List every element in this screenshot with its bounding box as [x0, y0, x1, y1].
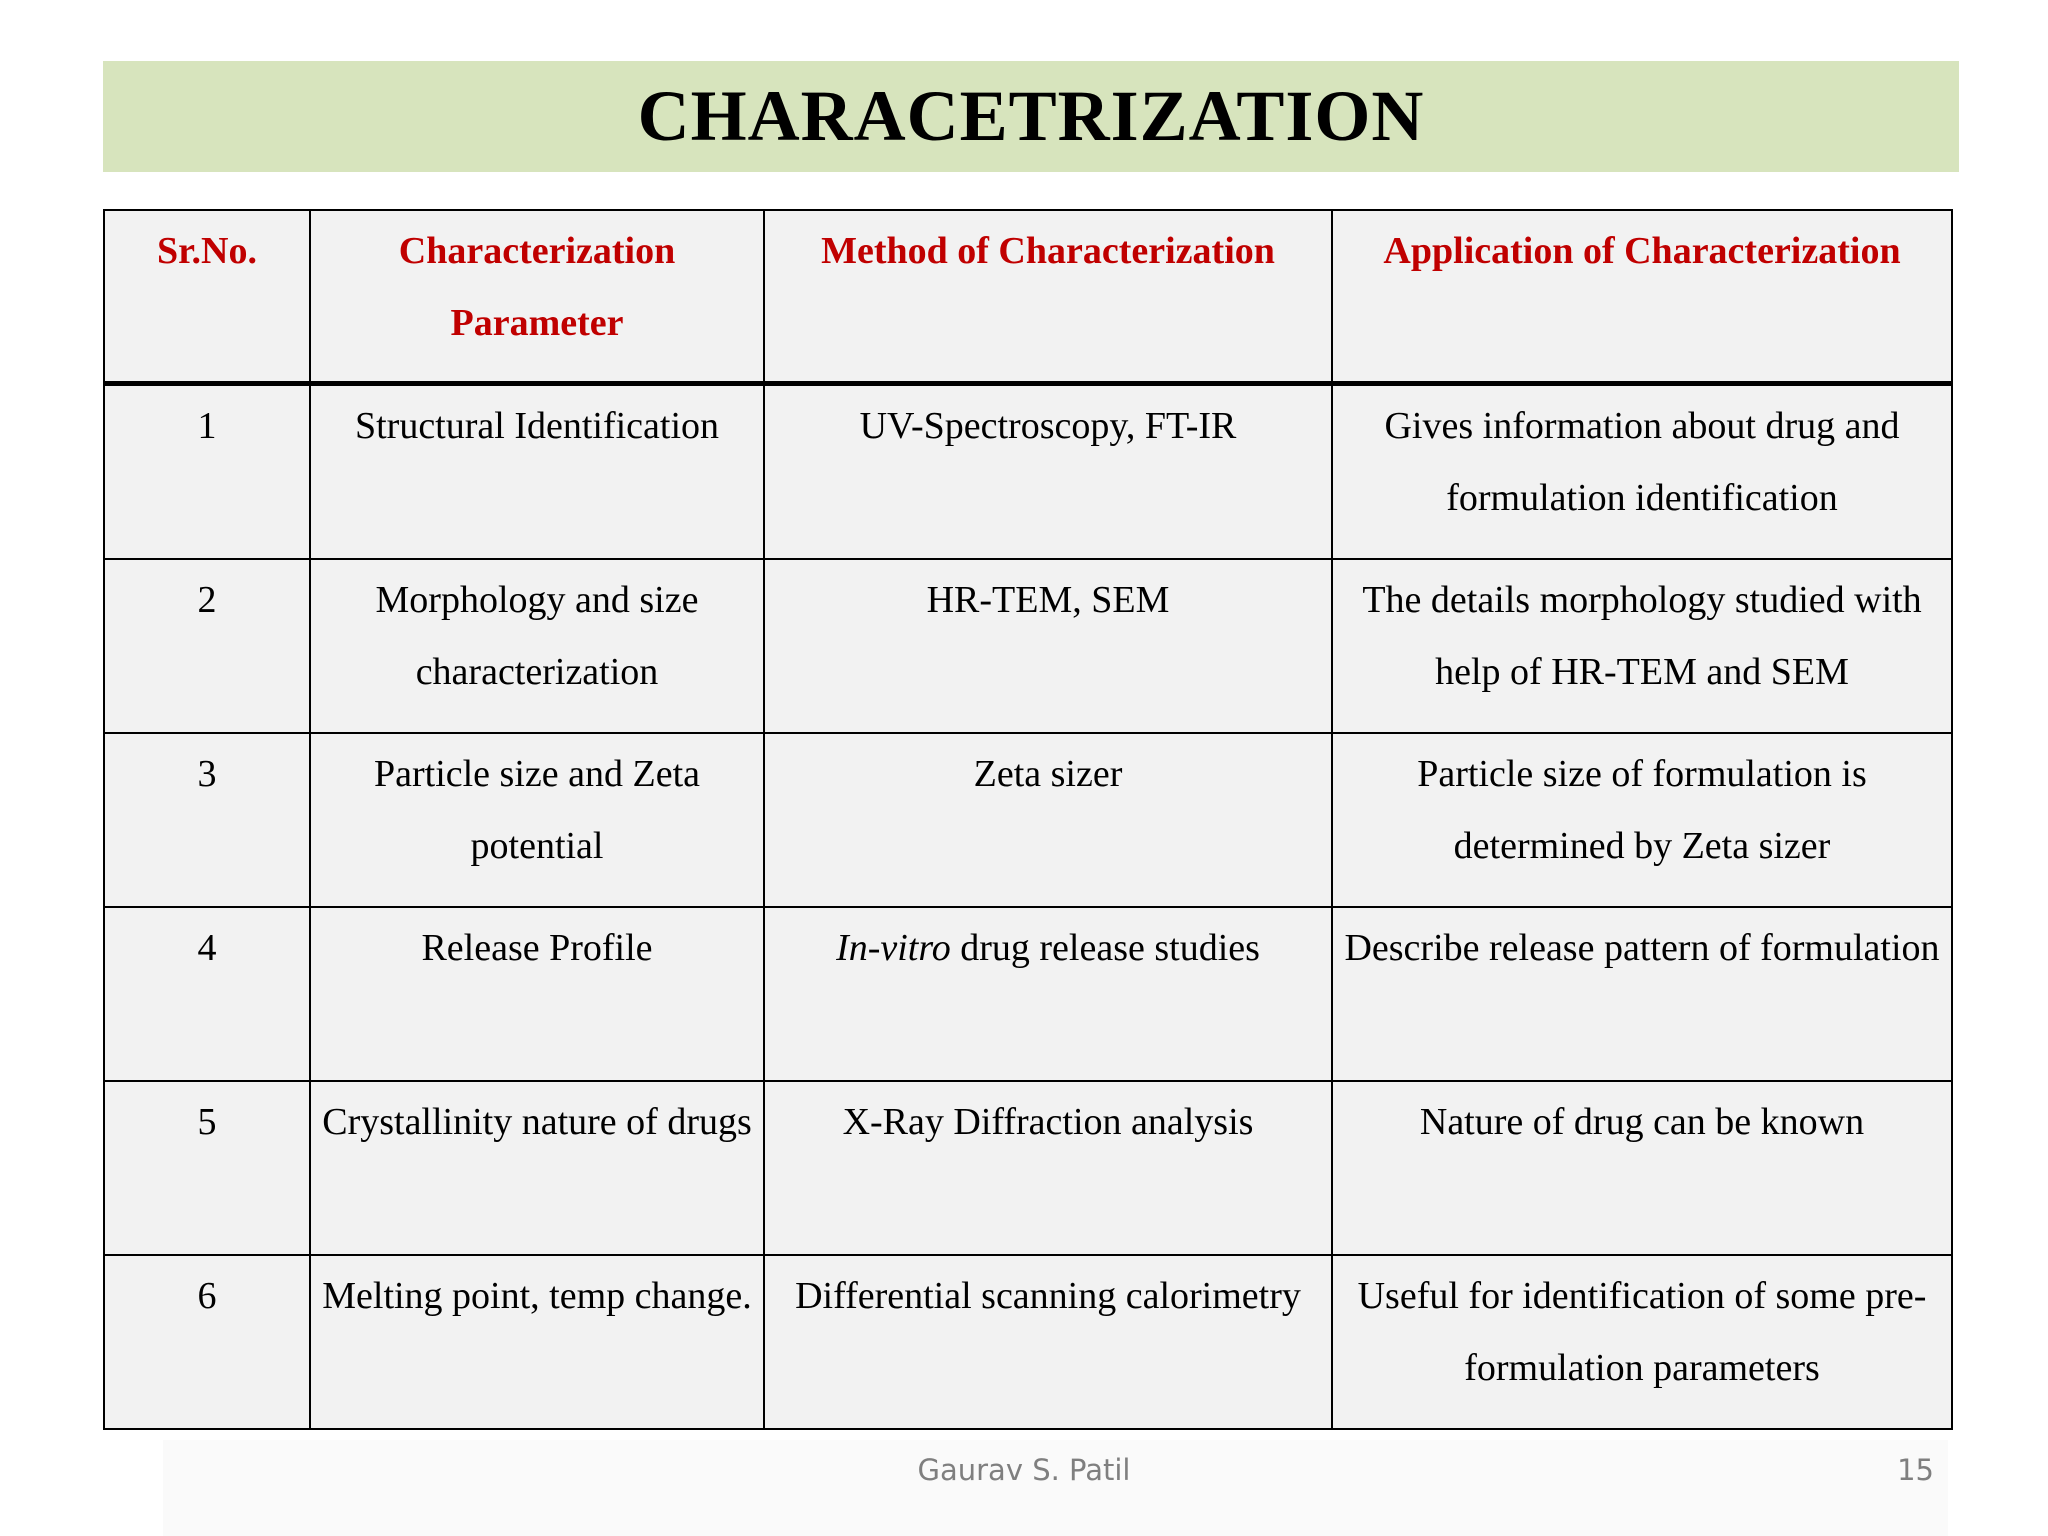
header-application: Application of Characterization	[1332, 210, 1952, 384]
cell-application: Gives information about drug and formulation identification	[1332, 384, 1952, 560]
table-row	[104, 559, 1952, 733]
header-parameter: Characterization Parameter	[310, 210, 764, 384]
method-text: HR-TEM, SEM	[926, 579, 1170, 621]
cell-application: The details morphology studied with help of HR-TEM and SEM	[1332, 559, 1952, 733]
cell-parameter: Structural Identification	[310, 384, 764, 560]
cell-application: Describe release pattern of formulation	[1332, 907, 1952, 1081]
cell-method	[764, 384, 1332, 560]
table-row	[104, 1081, 1952, 1255]
method-text: UV-Spectroscopy, FT-IR	[859, 405, 1237, 447]
cell-application: Nature of drug can be known	[1332, 1081, 1952, 1255]
cell-sr-no: 2	[104, 559, 310, 733]
cell-parameter: Morphology and size characterization	[310, 559, 764, 733]
characterization-table	[103, 209, 1953, 1430]
cell-method	[764, 1081, 1332, 1255]
method-text: Differential scanning calorimetry	[795, 1275, 1301, 1317]
method-text: drug release studies	[950, 927, 1260, 969]
cell-parameter: Melting point, temp change.	[310, 1255, 764, 1429]
table-row	[104, 907, 1952, 1081]
cell-method	[764, 733, 1332, 907]
slide-title: CHARACETRIZATION	[637, 76, 1425, 156]
table-row	[104, 384, 1952, 560]
method-text: X-Ray Diffraction analysis	[842, 1101, 1254, 1143]
cell-method	[764, 907, 1332, 1081]
cell-method	[764, 559, 1332, 733]
cell-sr-no: 3	[104, 733, 310, 907]
header-sr-no: Sr.No.	[104, 210, 310, 384]
cell-sr-no: 1	[104, 384, 310, 560]
cell-sr-no: 6	[104, 1255, 310, 1429]
table-header-row	[104, 210, 1952, 384]
cell-parameter: Particle size and Zeta potential	[310, 733, 764, 907]
cell-application: Particle size of formulation is determined by Zeta sizer	[1332, 733, 1952, 907]
page-number: 15	[1897, 1453, 1934, 1487]
title-band	[103, 61, 1959, 172]
header-method: Method of Characterization	[764, 210, 1332, 384]
table-row	[104, 1255, 1952, 1429]
method-italic: In-vitro	[836, 927, 951, 969]
cell-sr-no: 5	[104, 1081, 310, 1255]
footer-author: Gaurav S. Patil	[917, 1453, 1131, 1487]
cell-sr-no: 4	[104, 907, 310, 1081]
cell-parameter: Crystallinity nature of drugs	[310, 1081, 764, 1255]
table-row	[104, 733, 1952, 907]
cell-application: Useful for identification of some pre-formulation parameters	[1332, 1255, 1952, 1429]
method-text: Zeta sizer	[973, 753, 1123, 795]
cell-parameter: Release Profile	[310, 907, 764, 1081]
cell-method	[764, 1255, 1332, 1429]
